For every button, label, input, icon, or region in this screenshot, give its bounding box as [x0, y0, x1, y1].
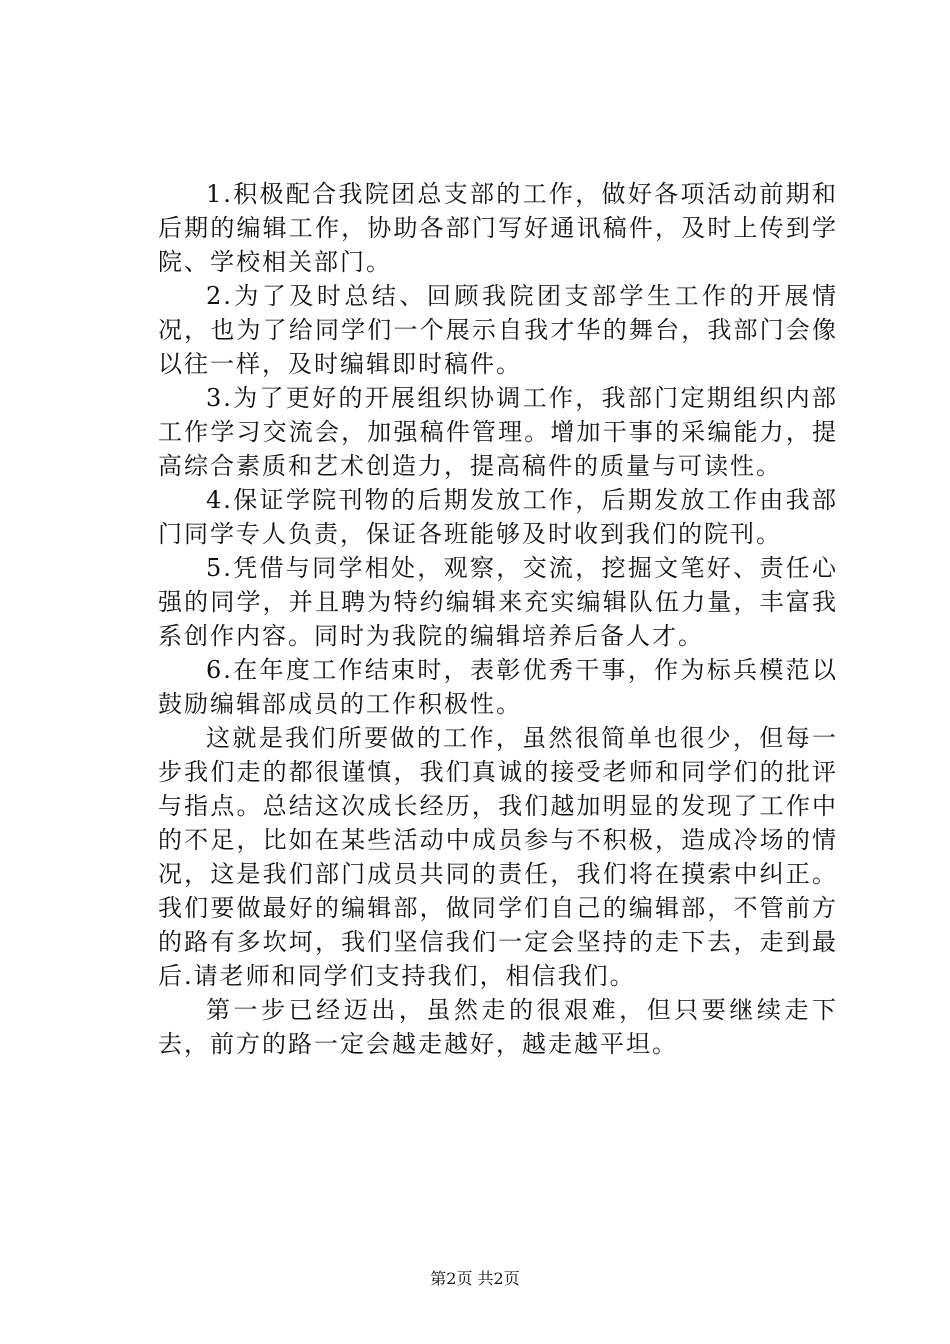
page-footer: 第2页 共2页	[430, 1269, 520, 1288]
document-body	[158, 177, 838, 1061]
paragraph-5: 5.凭借与同学相处，观察，交流，挖掘文笔好、责任心强的同学，并且聘为特约编辑来充实编辑队伍力量，丰富我系创作内容。同时为我院的编辑培养后备人才。	[158, 554, 838, 650]
paragraph-2: 2.为了及时总结、回顾我院团支部学生工作的开展情况，也为了给同学们一个展示自我才华的舞台，我部门会像以往一样，及时编辑即时稿件。	[158, 282, 838, 378]
paragraph-summary: 这就是我们所要做的工作，虽然很简单也很少，但每一步我们走的都很谨慎，我们真诚的接受老师和同学们的批评与指点。总结这次成长经历，我们越加明显的发现了工作中的不足，比如在某些活动中成员参与不积极，造成冷场的情况，这是我们部门成员共同的责任，我们将在摸索中纠正。我们要做最好的编辑部，做同学们自己的编辑部，不管前方的路有多坎坷，我们坚信我们一定会坚持的走下去，走到最后.请老师和同学们支持我们，相信我们。	[158, 724, 838, 990]
paragraph-closing: 第一步已经迈出，虽然走的很艰难，但只要继续走下去，前方的路一定会越走越好，越走越平坦。	[158, 996, 838, 1058]
paragraph-4: 4.保证学院刊物的后期发放工作，后期发放工作由我部门同学专人负责，保证各班能够及时收到我们的院刊。	[158, 486, 838, 548]
paragraph-1: 1.积极配合我院团总支部的工作，做好各项活动前期和后期的编辑工作，协助各部门写好通讯稿件，及时上传到学院、学校相关部门。	[158, 180, 838, 276]
paragraph-6: 6.在年度工作结束时，表彰优秀干事，作为标兵模范以鼓励编辑部成员的工作积极性。	[158, 656, 838, 718]
paragraph-3: 3.为了更好的开展组织协调工作，我部门定期组织内部工作学习交流会，加强稿件管理。增加干事的采编能力，提高综合素质和艺术创造力，提高稿件的质量与可读性。	[158, 384, 838, 480]
